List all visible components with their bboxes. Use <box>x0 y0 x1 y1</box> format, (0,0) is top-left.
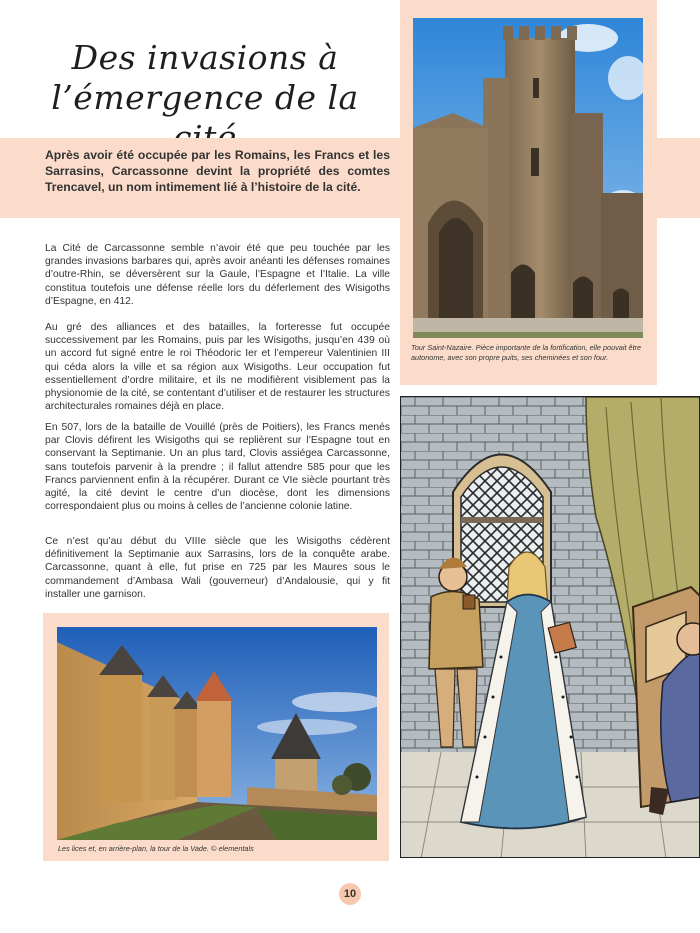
lead-paragraph: Après avoir été occupée par les Romains, les Francs et les Sarrasins, Carcassonne devint la propriété des comtes Trencavel, un nom intimement lié à l’histoire de la cité. <box>45 148 390 194</box>
body-paragraph: La Cité de Carcassonne semble n’avoir été que peu touchée par les grandes invasions barbares qui, après avoir anéanti les défenses romaines d’outre-Rhin, se déversèrent sur la Gaule, l’Espagne et l’Italie. La ville constitua toutefois une défense réelle lors du déferlement des Wisigoths d’Espagne, en 412. <box>45 243 390 307</box>
title-line-2: l’émergence de la <box>51 78 359 117</box>
title-line-1: Des invasions à <box>71 38 339 77</box>
comic-illustration <box>400 396 700 858</box>
body-paragraph: En 507, lors de la bataille de Vouillé (près de Poitiers), les Francs menés par Clovis défirent les Wisigoths qui se replièrent sur l’Espagne tout en conservant la Septimanie. Un an plus tard, Clovis assiégea Carcassonne, sans toutefois parvenir à la prendre ; il fallut attendre 585 pour que les Francs parviennent enfin à la récupérer. Durant ce VIe siècle pourtant très agité, la cité devint le centre d’un diocèse, dont les dimensions correspondaient plus ou moins à celles de l’ancienne colonie latine. <box>45 422 390 513</box>
tower-photo <box>413 18 643 338</box>
tower-photo-caption: Tour Saint-Nazaire. Pièce importante de la fortification, elle pouvait être autonome, avec son propre puits, ses cheminées et son four. <box>411 343 642 362</box>
lices-photo-caption: Les lices et, en arrière-plan, la tour de la Vade. © elementals <box>58 844 254 853</box>
body-paragraph: Ce n’est qu’au début du VIIIe siècle que les Wisigoths cédèrent définitivement la Septimanie aux Sarrasins, lors de la conquête arabe. Carcassonne, quant à elle, fut prise en 725 par les Maures sous le commandement d’Ambasa Wali (gouverneur) d’Andalousie, qui y fit installer une garnison. <box>45 536 390 600</box>
lices-photo <box>57 627 377 840</box>
page-number: 10 <box>339 883 361 905</box>
body-paragraph: Au gré des alliances et des batailles, la forteresse fut occupée successivement par les Romains, puis par les Wisigoths, jusqu’en 439 où un accord fut signé entre le roi Théodoric Ier et l’empereur Valentinien III qui céda alors la ville et sa région aux Wisigoths. Leur occupation fut essentiellement d’ordre militaire, et ils ne modifièrent visiblement pas la physionomie de la cité, se contentant d’utiliser et de restaurer les structures architecturales romaines déjà en place. <box>45 322 390 413</box>
